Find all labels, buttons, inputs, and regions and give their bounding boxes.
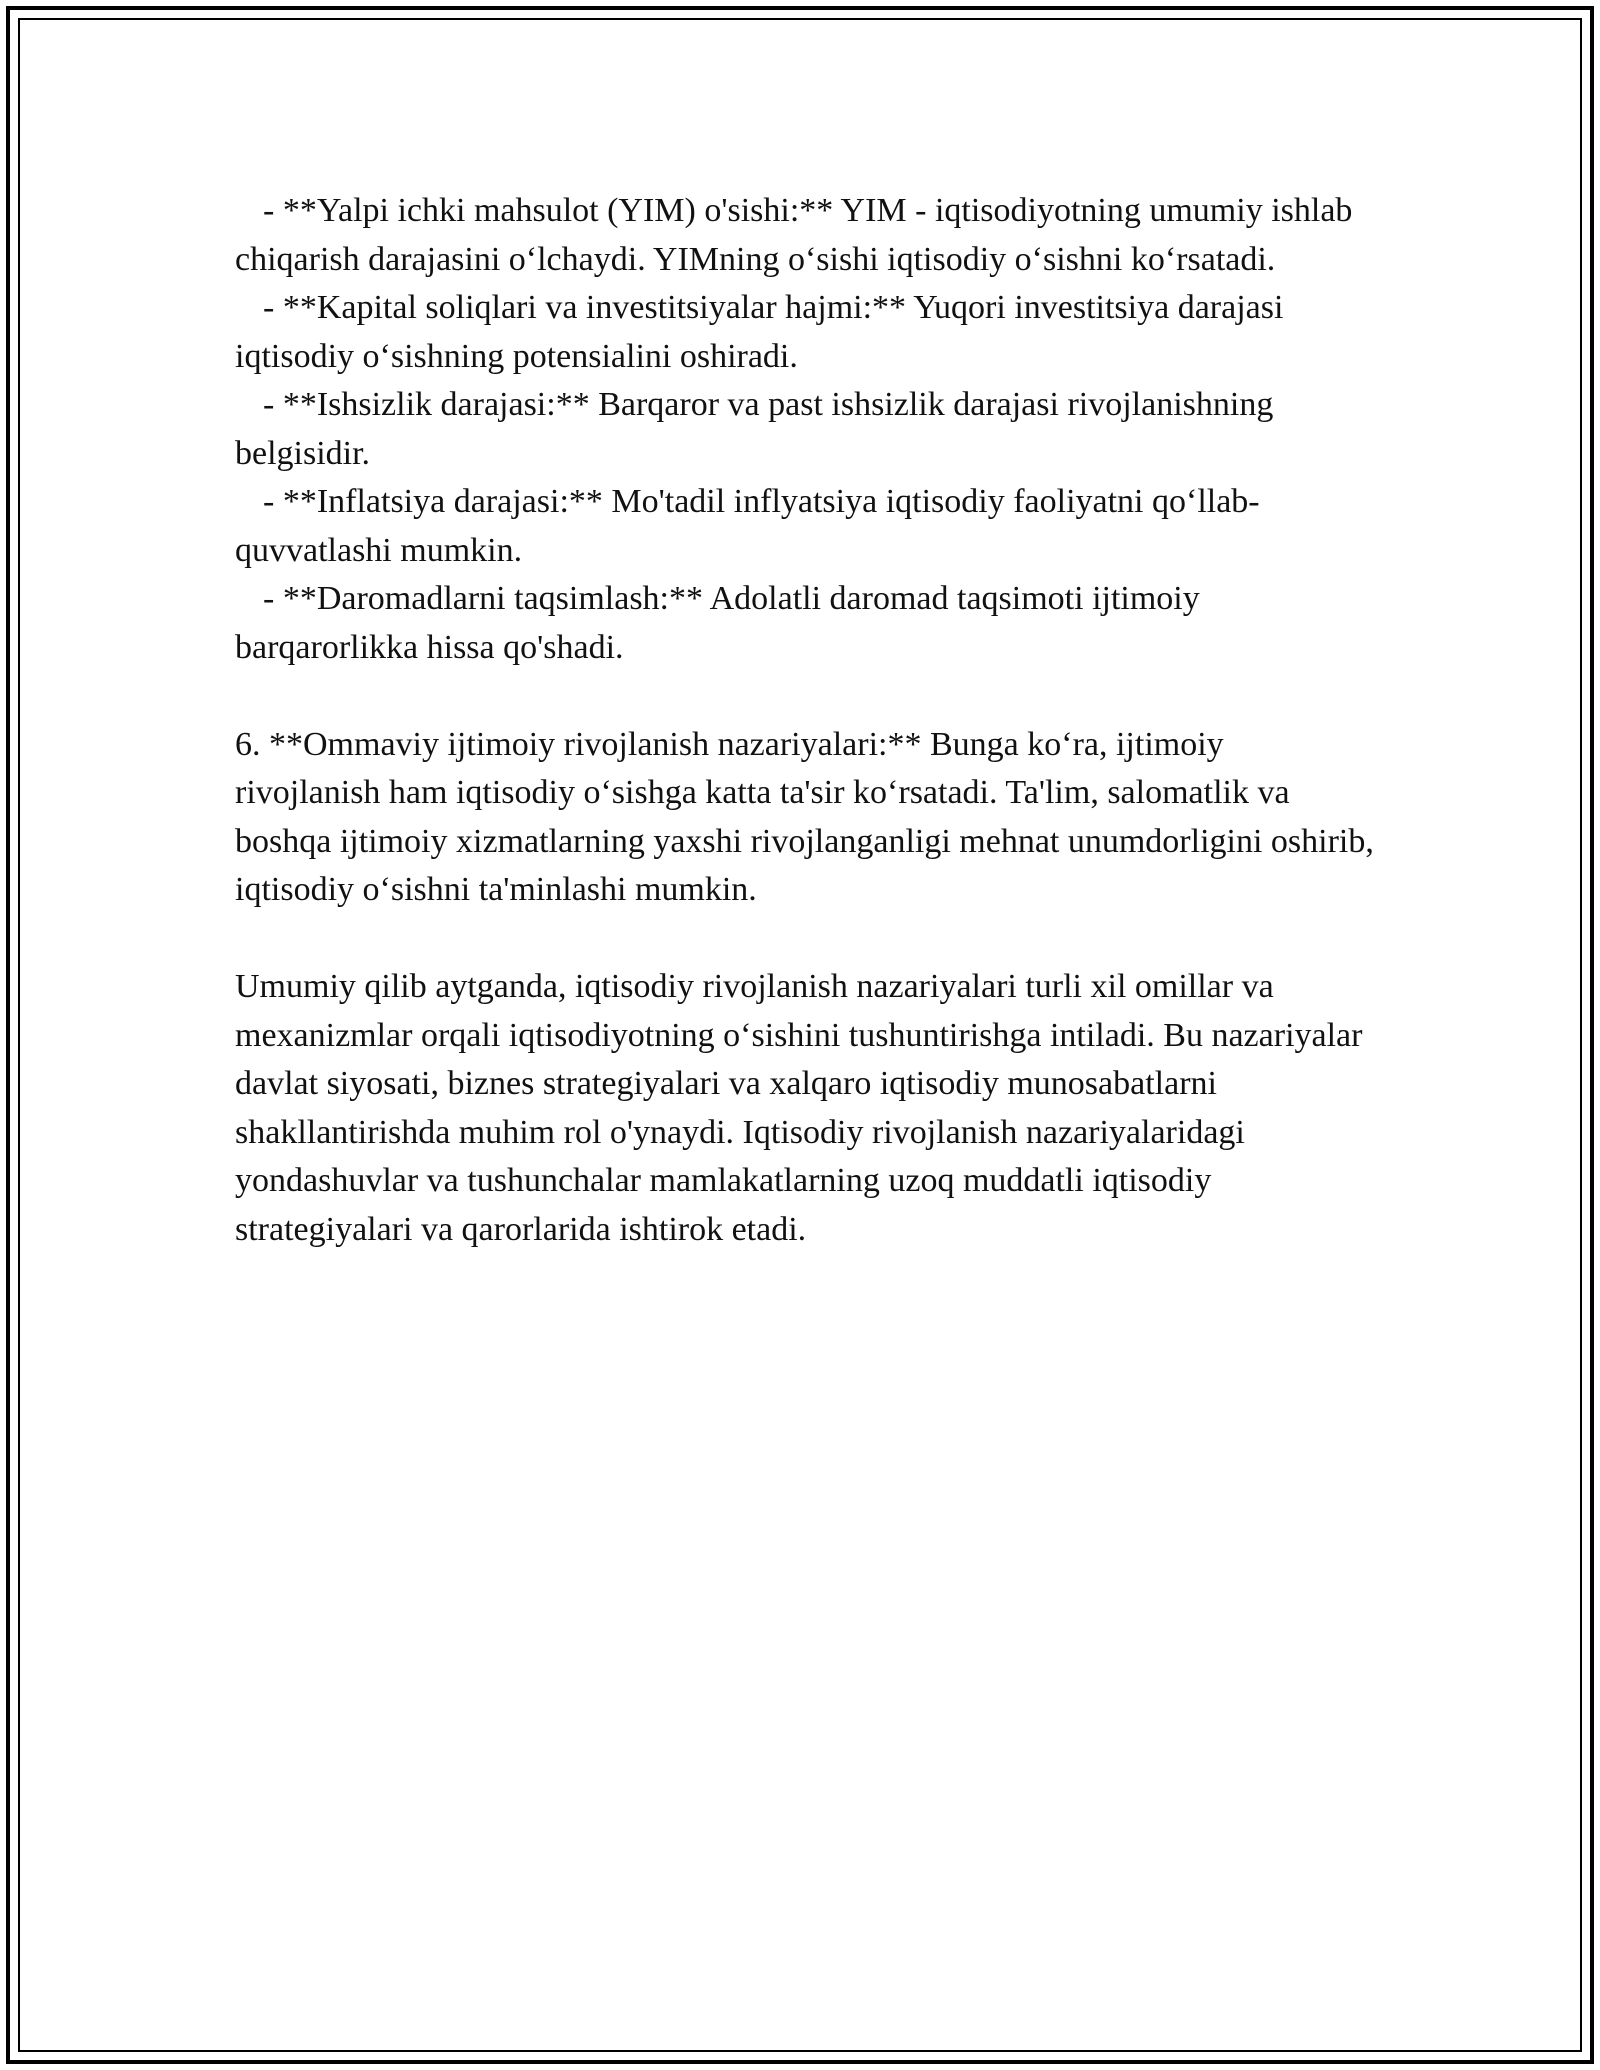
bullet-gdp-growth: - **Yalpi ichki mahsulot (YIM) o'sishi:** YIM - iqtisodiyotning umumiy ishlab chiqarish darajasini oʻlchaydi. YIMning oʻsishi iqtisodiy oʻsishni koʻrsatadi. (235, 192, 1353, 278)
bullet-capital-investment: - **Kapital soliqlari va investitsiyalar hajmi:** Yuqori investitsiya darajasi iqtisodiy oʻsishning potensialini oshiradi. (235, 289, 1284, 375)
bullet-inflation: - **Inflatsiya darajasi:** Mo'tadil inflyatsiya iqtisodiy faoliyatni qoʻllab-quvvatlashi mumkin. (235, 483, 1260, 569)
document-body (235, 187, 1375, 1254)
conclusion-paragraph: Umumiy qilib aytganda, iqtisodiy rivojlanish nazariyalari turli xil omillar va mexanizmlar orqali iqtisodiyotning oʻsishini tushuntirishga intiladi. Bu nazariyalar davlat siyosati, biznes strategiyalari va xalqaro iqtisodiy munosabatlarni shakllantirishda muhim rol o'ynaydi. Iqtisodiy rivojlanish nazariyalaridagi yondashuvlar va tushunchalar mamlakatlarning uzoq muddatli iqtisodiy strategiyalari va qarorlarida ishtirok etadi. (235, 968, 1363, 1248)
section-6-paragraph: 6. **Ommaviy ijtimoiy rivojlanish nazariyalari:** Bunga koʻra, ijtimoiy rivojlanish ham iqtisodiy oʻsishga katta ta'sir koʻrsatadi. Ta'lim, salomatlik va boshqa ijtimoiy xizmatlarning yaxshi rivojlanganligi mehnat unumdorligini oshirib, iqtisodiy oʻsishni ta'minlashi mumkin. (235, 725, 1374, 908)
bullet-unemployment: - **Ishsizlik darajasi:** Barqaror va past ishsizlik darajasi rivojlanishning belgisidir. (235, 386, 1274, 472)
bullet-income-distribution: - **Daromadlarni taqsimlash:** Adolatli daromad taqsimoti ijtimoiy barqarorlikka hissa qo'shadi. (235, 580, 1200, 666)
